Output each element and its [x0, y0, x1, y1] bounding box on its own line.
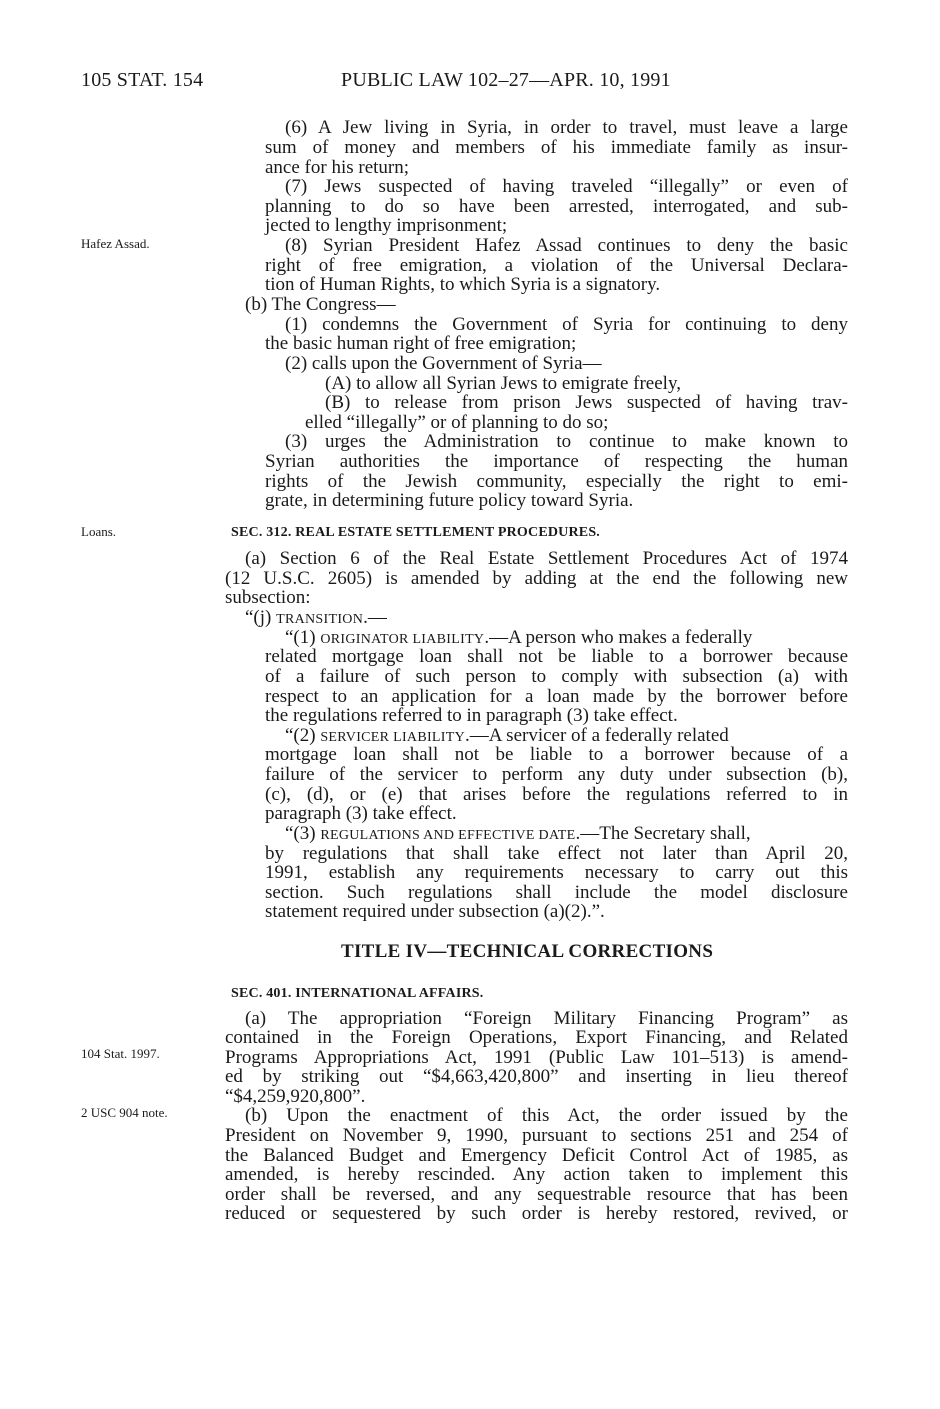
paragraph-caption: ORIGINATOR LIABILITY [320, 632, 485, 647]
law-title: PUBLIC LAW 102–27—APR. 10, 1991 [341, 69, 671, 91]
text-line: respect to an application for a loan made by the borrower before [265, 686, 848, 707]
line-part: “(2) [285, 725, 321, 746]
text-line: tion of Human Rights, to which Syria is a signatory. [265, 274, 661, 295]
margin-note-stat: 104 Stat. 1997. [81, 1046, 160, 1061]
paragraph-caption: REGULATIONS AND EFFECTIVE DATE [320, 828, 576, 843]
margin-note-loans: Loans. [81, 524, 117, 539]
text-line: sum of money and members of his immediate family as insur- [265, 137, 848, 158]
text-line: section. Such regulations shall include the model disclosure [265, 882, 848, 903]
text-line: (c), (d), or (e) that arises before the regulations referred to in [265, 784, 848, 805]
title-iv-heading: TITLE IV—TECHNICAL CORRECTIONS [341, 941, 714, 962]
text-line: failure of the servicer to perform any duty under subsection (b), [265, 764, 848, 785]
text-line: Programs Appropriations Act, 1991 (Public Law 101–513) is amend- [225, 1047, 848, 1068]
text-line: right of free emigration, a violation of the Universal Declara- [265, 255, 848, 276]
text-line: rights of the Jewish community, especially the right to emi- [265, 471, 848, 492]
text-line: (a) Section 6 of the Real Estate Settlement Procedures Act of 1974 [245, 548, 848, 569]
text-line: 1991, establish any requirements necessary to carry out this [265, 862, 848, 883]
section-heading-401: SEC. 401. INTERNATIONAL AFFAIRS. [231, 986, 484, 1001]
text-line: (7) Jews suspected of having traveled “illegally” or even of [285, 176, 848, 197]
text-line: paragraph (3) take effect. [265, 803, 457, 824]
text-line: (a) The appropriation “Foreign Military Financing Program” as [245, 1008, 848, 1029]
text-line: the basic human right of free emigration; [265, 333, 577, 354]
line-part: .— [363, 607, 387, 628]
margin-note-usc: 2 USC 904 note. [81, 1105, 168, 1120]
text-line: amended, is hereby rescinded. Any action taken to implement this [225, 1164, 848, 1185]
text-line: (A) to allow all Syrian Jews to emigrate freely, [325, 373, 681, 394]
section-heading-312: SEC. 312. REAL ESTATE SETTLEMENT PROCEDURES. [231, 525, 601, 540]
text-line: “$4,259,920,800”. [225, 1086, 366, 1107]
text-line: jected to lengthy imprisonment; [265, 215, 508, 236]
text-line: the Balanced Budget and Emergency Deficit Control Act of 1985, as [225, 1145, 848, 1166]
line-part: .—A servicer of a federally related [465, 725, 729, 746]
text-line: (6) A Jew living in Syria, in order to travel, must leave a large [285, 117, 848, 138]
line-part: “(j) [245, 607, 277, 628]
text-line: Syrian authorities the importance of respecting the human [265, 451, 848, 472]
text-line: ed by striking out “$4,663,420,800” and inserting in lieu thereof [225, 1066, 848, 1087]
text-line: contained in the Foreign Operations, Export Financing, and Related [225, 1027, 848, 1048]
line-part: “(1) [285, 627, 321, 648]
text-line: (8) Syrian President Hafez Assad continues to deny the basic [285, 235, 848, 256]
text-line: (b) Upon the enactment of this Act, the order issued by the [245, 1105, 848, 1126]
line-part: “(3) [285, 823, 321, 844]
margin-note-hafez: Hafez Assad. [81, 236, 150, 251]
subsection-caption: TRANSITION [276, 612, 364, 627]
text-line: of a failure of such person to comply with subsection (a) with [265, 666, 848, 687]
line-part: .—A person who makes a federally [484, 627, 753, 648]
text-line: (1) condemns the Government of Syria for continuing to deny [285, 314, 848, 335]
text-line: reduced or sequestered by such order is hereby restored, revived, or [225, 1203, 848, 1224]
text-line: planning to do so have been arrested, interrogated, and sub- [265, 196, 848, 217]
text-line: order shall be reversed, and any sequestrable resource that has been [225, 1184, 848, 1205]
text-line: ance for his return; [265, 157, 410, 178]
text-line: related mortgage loan shall not be liable to a borrower because [265, 646, 848, 667]
text-line: the regulations referred to in paragraph (3) take effect. [265, 705, 678, 726]
text-line: mortgage loan shall not be liable to a borrower because of a [265, 744, 848, 765]
text-line: (B) to release from prison Jews suspected of having trav- [325, 392, 848, 413]
text-line: (2) calls upon the Government of Syria— [285, 353, 602, 374]
text-line: (3) urges the Administration to continue to make known to [285, 431, 848, 452]
text-line: subsection: [225, 587, 311, 608]
text-line: by regulations that shall take effect not later than April 20, [265, 843, 848, 864]
text-line: (12 U.S.C. 2605) is amended by adding at the end the following new [225, 568, 848, 589]
text-line: (b) The Congress— [245, 294, 396, 315]
paragraph-caption: SERVICER LIABILITY [320, 730, 465, 745]
text-line: President on November 9, 1990, pursuant to sections 251 and 254 of [225, 1125, 848, 1146]
text-line: elled “illegally” or of planning to do so; [305, 412, 609, 433]
page-reference: 105 STAT. 154 [81, 69, 204, 91]
text-line: statement required under subsection (a)(2).”. [265, 901, 605, 922]
line-part: .—The Secretary shall, [575, 823, 751, 844]
text-line: grate, in determining future policy toward Syria. [265, 490, 634, 511]
